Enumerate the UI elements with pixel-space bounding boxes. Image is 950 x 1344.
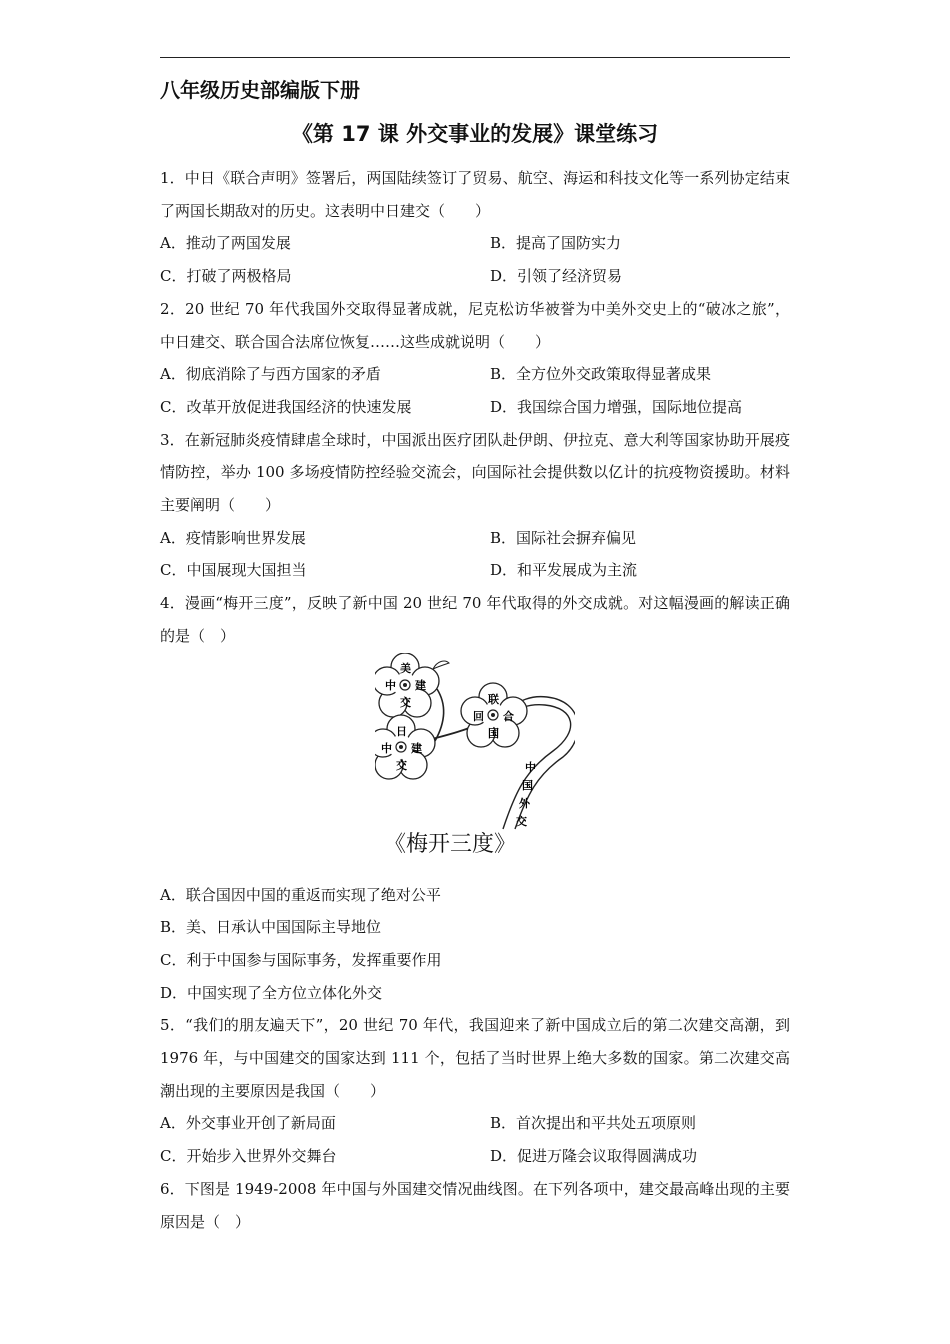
question-stem: 3．在新冠肺炎疫情肆虐全球时，中国派出医疗团队赴伊朗、伊拉克、意大利等国家协助开展疫情防控，举办 100 多场疫情防控经验交流会，向国际社会提供数以亿计的抗疫物资援助。材料主要阐明（ ） xyxy=(160,430,790,515)
question-stem: 2．20 世纪 70 年代我国外交取得显著成就，尼克松访华被誉为中美外交史上的“破冰之旅”，中日建交、联合国合法席位恢复……这些成就说明（ ） xyxy=(160,299,790,351)
question-stem: 1．中日《联合声明》签署后，两国陆续签订了贸易、航空、海运和科技文化等一系列协定结束了两国长期敌对的历史。这表明中日建交（ ） xyxy=(160,169,790,220)
blossom-label: 中 xyxy=(381,741,392,755)
option-row xyxy=(160,391,790,424)
option-row xyxy=(160,554,790,587)
option-row xyxy=(160,1140,790,1173)
option-d: D．引领了经济贸易 xyxy=(490,267,623,286)
question-stem: 5．“我们的朋友遍天下”，20 世纪 70 年代，我国迎来了新中国成立后的第二次建交高潮，到 1976 年，与中国建交的国家达到 111 个，包括了当时世界上绝大多数的国家。第二次建交高潮出现的主要原因是我国（ ） xyxy=(160,1016,790,1100)
option-a: A．外交事业开创了新局面 xyxy=(160,1114,336,1133)
option-a: A．疫情影响世界发展 xyxy=(160,528,306,547)
blossom-label: 中 xyxy=(385,678,396,692)
option-row xyxy=(160,358,790,391)
blossom-label: 交 xyxy=(400,695,411,709)
option-d: D．中国实现了全方位立体化外交 xyxy=(160,983,383,1002)
question-4 xyxy=(160,587,790,1009)
option-c: C．利于中国参与国际事务，发挥重要作用 xyxy=(160,950,442,969)
option-d: D．和平发展成为主流 xyxy=(490,561,638,580)
document-header: 八年级历史部编版下册 xyxy=(160,78,360,102)
blossom-label: 国 xyxy=(488,726,499,740)
option-b: B．美、日承认中国国际主导地位 xyxy=(160,918,382,937)
blossom-label: 合 xyxy=(503,709,514,723)
option-list xyxy=(160,879,790,1010)
blossom-label: 建 xyxy=(411,741,422,755)
cartoon-figure xyxy=(160,653,790,879)
option-c: C．打破了两极格局 xyxy=(160,267,292,286)
question-6 xyxy=(160,1173,790,1238)
document-title: 《第 17 课 外交事业的发展》课堂练习 xyxy=(291,122,659,146)
option-row xyxy=(160,260,790,293)
question-stem: 6．下图是 1949-2008 年中国与外国建交情况曲线图。在下列各项中，建交最高峰出现的主要原因是（ ） xyxy=(160,1179,790,1231)
blossom-label: 建 xyxy=(415,678,426,692)
question-3 xyxy=(160,424,790,588)
option-a: A．彻底消除了与西方国家的矛盾 xyxy=(160,365,381,384)
option-b: B．提高了国防实力 xyxy=(490,234,622,253)
blossom-flower-2 xyxy=(461,683,527,747)
question-stem: 4．漫画“梅开三度”，反映了新中国 20 世纪 70 年代取得的外交成就。对这幅漫画的解读正确的是（ ） xyxy=(160,594,790,645)
option-c: C．中国展现大国担当 xyxy=(160,561,307,580)
option-row xyxy=(160,227,790,260)
branch-label: 国 xyxy=(522,778,533,792)
option-b: B．全方位外交政策取得显著成果 xyxy=(490,365,712,384)
blossom-label: 日 xyxy=(396,724,407,738)
plum-blossom-cartoon xyxy=(375,653,575,831)
header-rule xyxy=(160,57,790,58)
option-b: B．国际社会摒弃偏见 xyxy=(490,528,637,547)
branch-label: 外 xyxy=(519,796,530,810)
branch-label: 交 xyxy=(516,814,527,828)
option-a: A．推动了两国发展 xyxy=(160,234,291,253)
blossom-label: 回 xyxy=(473,709,484,723)
blossom-flower-1 xyxy=(375,653,439,717)
figure-caption: 《梅开三度》 xyxy=(383,831,516,857)
blossom-label: 联 xyxy=(488,692,499,706)
blossom-label: 美 xyxy=(400,661,411,675)
option-b: B．首次提出和平共处五项原则 xyxy=(490,1114,697,1133)
branch-label: 中 xyxy=(525,760,536,774)
option-d: D．我国综合国力增强，国际地位提高 xyxy=(490,397,743,416)
option-a: A．联合国因中国的重返而实现了绝对公平 xyxy=(160,885,441,904)
question-1 xyxy=(160,162,790,293)
blossom-flower-3 xyxy=(375,715,435,779)
question-2 xyxy=(160,293,790,424)
option-c: C．改革开放促进我国经济的快速发展 xyxy=(160,397,412,416)
option-row xyxy=(160,522,790,555)
question-5 xyxy=(160,1009,790,1173)
option-row xyxy=(160,1107,790,1140)
option-d: D．促进万隆会议取得圆满成功 xyxy=(490,1147,698,1166)
blossom-label: 交 xyxy=(396,758,407,772)
option-c: C．开始步入世界外交舞台 xyxy=(160,1147,337,1166)
question-list xyxy=(160,162,790,1238)
